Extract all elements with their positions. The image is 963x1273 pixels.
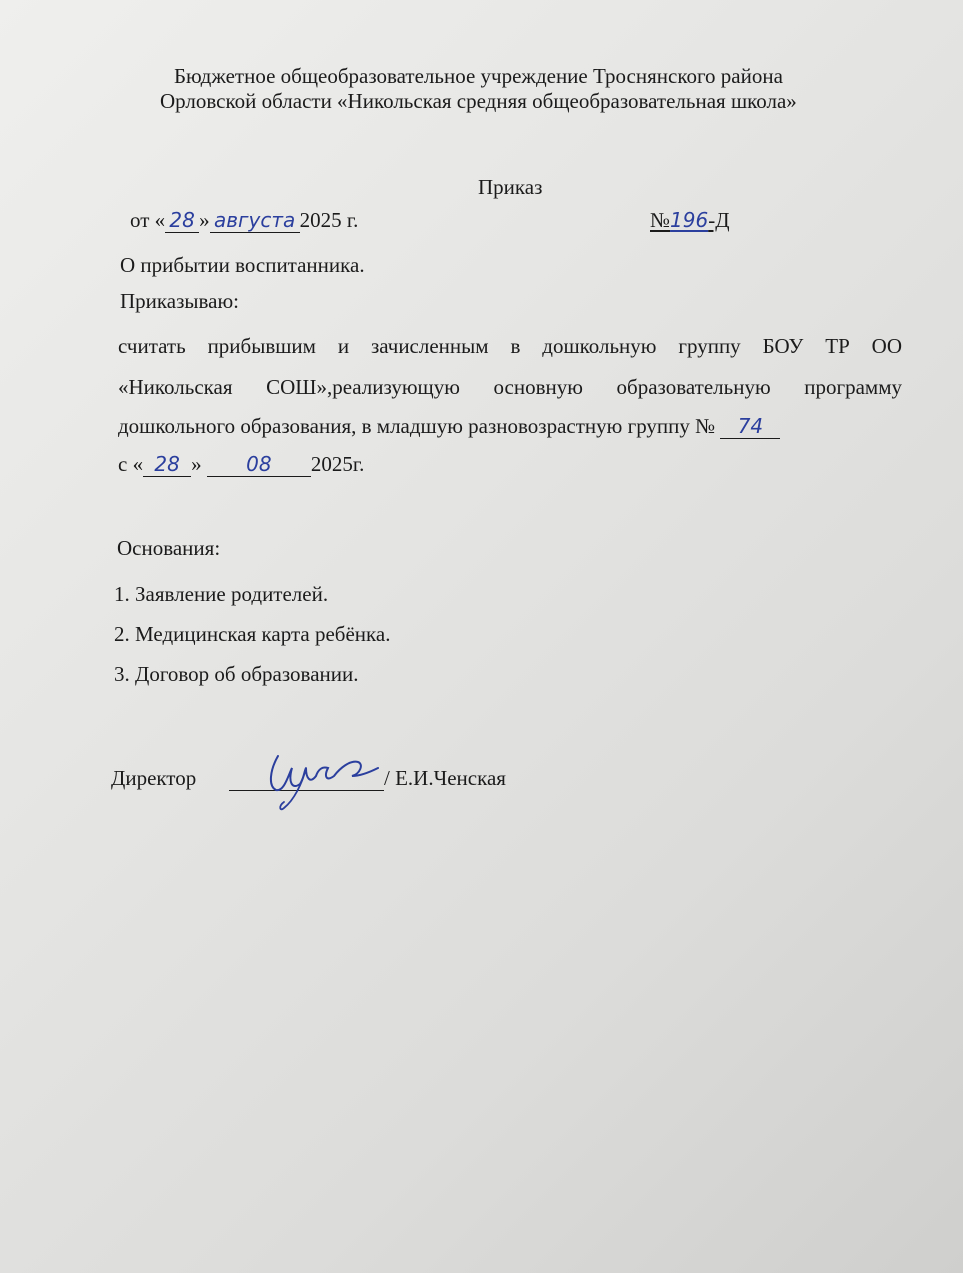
body-line-3-text: дошкольного образования, в младшую разновозрастную группу № [118,414,716,438]
grounds-item-3: 3. Договор об образовании. [114,662,359,686]
date-mid: » [199,208,210,232]
number-suffix: -Д [708,208,730,232]
from-year: 2025г. [310,452,365,476]
signature-role: Директор [111,766,197,790]
date-day: 28 [169,208,195,233]
signature-stroke-main [271,756,378,790]
from-month-field [207,452,311,477]
body-line-1: считать прибывшим и зачисленным в дошкольную группу БОУ ТР ОО [118,334,902,358]
order-date [130,208,358,233]
number-prefix: № [650,208,671,232]
body-line-2: «Никольская СОШ»,реализующую основную образовательную программу [118,375,902,399]
body-line-3 [118,414,780,439]
from-mid: » [191,452,202,476]
from-prefix: с « [118,452,144,476]
date-day-field [165,208,199,233]
order-word: Приказываю: [120,289,239,313]
director-signature [258,746,383,816]
number-value: 196 [670,208,709,232]
order-number [650,208,730,233]
header-line-2: Орловской области «Никольская средняя общеобразовательная школа» [160,89,797,113]
date-prefix: от « [130,208,166,232]
arrival-date [118,452,364,477]
grounds-item-2: 2. Медицинская карта ребёнка. [114,622,391,646]
header-line-1: Бюджетное общеобразовательное учреждение Троснянского района [174,64,783,88]
signature-stroke-tail [280,768,306,809]
grounds-item-1: 1. Заявление родителей. [114,582,329,606]
order-title: Приказ [478,175,543,199]
from-month: 08 [246,452,272,477]
from-day: 28 [154,452,180,477]
date-month: августа [214,208,296,233]
order-subject: О прибытии воспитанника. [120,253,365,277]
group-number-field [720,414,780,439]
group-number: 74 [737,414,764,439]
signature-name: / Е.И.Ченская [384,766,506,790]
grounds-title: Основания: [117,536,221,560]
from-day-field [143,452,191,477]
date-month-field [210,208,300,233]
date-year: 2025 г. [299,208,359,232]
